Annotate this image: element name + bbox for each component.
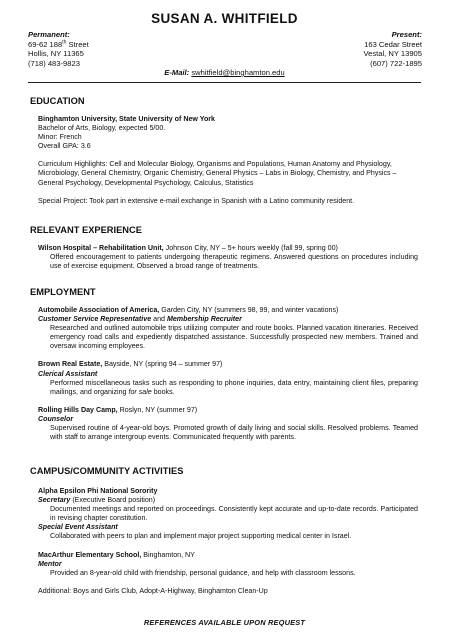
relevant-experience-section bbox=[38, 244, 418, 271]
email-link[interactable]: swhitfield@binghamton.edu bbox=[191, 68, 285, 77]
job-camp-org: Rolling Hills Day Camp, bbox=[38, 405, 118, 414]
job-camp-title: Counselor bbox=[38, 414, 74, 423]
degree: Bachelor of Arts, Biology, expected 5/00. bbox=[38, 124, 166, 133]
mentor-title: Mentor bbox=[38, 559, 62, 568]
job-aaa-org: Automobile Association of America, bbox=[38, 306, 160, 314]
job-camp-meta: Roslyn, NY (summer 97) bbox=[117, 405, 198, 414]
job-aaa-titles: Customer Service Representative and Membership Recruiter bbox=[38, 315, 242, 324]
secretary-line: Secretary (Executive Board position) bbox=[38, 496, 156, 505]
hospital-meta: Johnson City, NY – 5+ hours weekly (fall 99, spring 00) bbox=[163, 244, 338, 252]
permanent-label: Permanent: bbox=[28, 30, 70, 39]
campus-activities-heading: CAMPUS/COMMUNITY ACTIVITIES bbox=[30, 466, 184, 476]
job-brown-org: Brown Real Estate, bbox=[38, 360, 103, 369]
present-address bbox=[363, 30, 422, 68]
permanent-phone: (718) 483-9823 bbox=[28, 58, 80, 68]
curriculum-highlights: Curriculum Highlights: Cell and Molecular Biology, Organisms and Populations, Human Anatomy and Physiology, Microbiology, General Chemistry, Organic Chemistry, General Physics – Labs in Biology, Chemistry, and Physics – General Psychology, Developmental Psychology, Calculus, Statistics bbox=[38, 160, 397, 187]
job-brown-line bbox=[38, 360, 418, 369]
school-name: Binghamton University, State University of New York bbox=[38, 115, 215, 123]
additional-activities: Additional: Boys and Girls Club, Adopt-A-Highway, Binghamton Clean-Up bbox=[38, 586, 268, 595]
job-camp-description: Supervised routine of 4-year-old boys. Promoted growth of daily living and social skills. Resolved problems. Teamed with staff to arrange intergroup events. Communicated frequently with parents. bbox=[50, 424, 418, 442]
permanent-address bbox=[28, 30, 89, 68]
header-divider bbox=[28, 82, 421, 83]
email-line bbox=[0, 68, 449, 77]
education-heading: EDUCATION bbox=[30, 96, 85, 106]
minor: Minor: French bbox=[38, 133, 82, 142]
education-section bbox=[38, 115, 418, 206]
employment-heading: EMPLOYMENT bbox=[30, 287, 96, 297]
job-camp-line bbox=[38, 406, 418, 415]
hospital-description: Offered encouragement to patients undergoing therapeutic regimens. Answered questions on procedures including use of exercise equipment. Observed a broad range of treatments. bbox=[50, 253, 418, 271]
permanent-city: Hollis, NY 11365 bbox=[28, 49, 84, 59]
email-label: E-Mail: bbox=[164, 68, 190, 77]
event-assistant-title: Special Event Assistant bbox=[38, 523, 118, 532]
mentor-description: Provided an 8-year-old child with friendship, personal guidance, and help with classroom lessons. bbox=[50, 568, 356, 577]
applicant-name: SUSAN A. WHITFIELD bbox=[151, 11, 298, 26]
job-brown-meta: Bayside, NY (spring 94 – summer 97) bbox=[102, 360, 223, 369]
sorority-name: Alpha Epsilon Phi National Sorority bbox=[38, 487, 158, 495]
special-project: Special Project: Took part in extensive e-mail exchange in Spanish with a Latino community resident. bbox=[38, 196, 355, 205]
relevant-experience-heading: RELEVANT EXPERIENCE bbox=[30, 225, 142, 235]
event-assistant-description: Collaborated with peers to plan and implement major project supporting medical center in Israel. bbox=[50, 532, 352, 541]
present-phone: (607) 722-1895 bbox=[370, 58, 422, 68]
gpa: Overall GPA: 3.6 bbox=[38, 142, 91, 151]
permanent-street: 69-62 188th Street bbox=[28, 39, 89, 49]
school-mentor-line: MacArthur Elementary School, Binghamton, NY bbox=[38, 550, 195, 559]
job-aaa-meta: Garden City, NY (summers 98, 99, and winter vacations) bbox=[159, 306, 339, 314]
present-street: 163 Cedar Street bbox=[364, 39, 422, 49]
hospital-name: Wilson Hospital – Rehabilitation Unit, bbox=[38, 244, 164, 252]
campus-activities-section bbox=[38, 487, 418, 596]
employment-section bbox=[38, 306, 418, 442]
hospital-line bbox=[38, 244, 418, 253]
job-brown-description: Performed miscellaneous tasks such as responding to phone inquiries, data entry, maintaining client files, preparing mailings, and organizing for sale books. bbox=[50, 378, 418, 396]
references-note: REFERENCES AVAILABLE UPON REQUEST bbox=[143, 618, 306, 627]
present-city: Vestal, NY 13905 bbox=[363, 49, 422, 59]
job-aaa-line bbox=[38, 306, 418, 315]
job-aaa-description: Researched and outlined automobile trips utilizing computer and route books. Planned vacation itineraries. Received emergency road calls and expediently dispatched assistance. Successfully prospected new members. Trained and oversaw incoming employees. bbox=[50, 324, 418, 351]
job-brown-title: Clerical Assistant bbox=[38, 369, 98, 378]
present-label: Present: bbox=[391, 30, 422, 39]
secretary-description: Documented meetings and reported on proceedings. Consistently kept accurate and up-to-date records. Participated in revising chapter constitution. bbox=[50, 505, 418, 523]
